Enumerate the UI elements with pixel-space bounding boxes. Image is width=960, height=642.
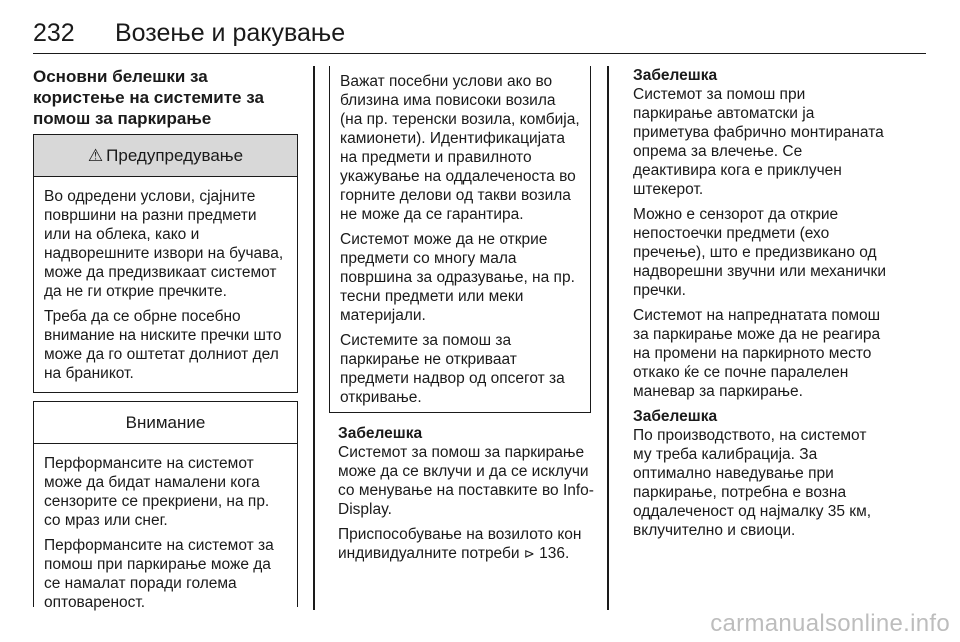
column-3-text	[633, 66, 886, 546]
watermark: carmanualsonline.info	[710, 610, 950, 637]
section-heading: Основни белешки за користење на системите за помош за паркирање	[33, 67, 264, 128]
continued-warning-body	[330, 66, 590, 407]
warning-box	[33, 134, 298, 393]
cross-reference-paragraph	[338, 525, 594, 563]
body-paragraph: Можно е сензорот да открие непостоечки предмети (ехо пречење), што е предизвикано од надворешни звучни или механички пречки.	[633, 206, 886, 299]
page-number: 232	[33, 19, 75, 47]
caution-box-title: Внимание	[125, 412, 206, 432]
column-2-text	[338, 424, 594, 569]
note-text: Системот за помош при паркирање автоматски ја приметува фабрично монтираната опрема за влечење. Се деактивира кога е приклучен штекерот.	[633, 86, 884, 198]
continued-warning-box	[329, 66, 591, 413]
column-divider	[313, 66, 315, 610]
warning-paragraph: Системот може да не открие предмети со многу мала површина за одразување, на пр. тесни предмети или меки материјали.	[340, 231, 575, 324]
page-ref-arrow-icon: ⊳	[523, 546, 535, 561]
warning-box-header	[34, 135, 297, 177]
warning-box-body	[34, 177, 297, 383]
caution-box	[33, 401, 298, 611]
column-divider	[607, 66, 609, 610]
caution-paragraph: Перформансите на системот за помош при паркирање може да се намалат поради голема оптовареност.	[44, 537, 274, 611]
warning-paragraph: Во одредени услови, сјајните површини на разни предмети или на облека, како и надворешните извори на бучава, може да предизвикаат системот да не ги открие пречките.	[44, 188, 284, 300]
warning-paragraph: Важат посебни услови ако во близина има повисоки возила (на пр. теренски возила, комбија, камионети). Идентификацијата на предмети и правилното укажување на оддалеченоста во горните делови од такви возила не може да се гарантира.	[340, 73, 580, 223]
note-label: Забелешка	[338, 425, 423, 442]
caution-box-body	[34, 444, 297, 612]
warning-paragraph: Системите за помош за паркирање не откриваат предмети надвор од опсегот за откривање.	[340, 332, 565, 406]
section-title: Возење и ракување	[115, 19, 346, 47]
warning-box-title: Предупредување	[106, 145, 244, 165]
caution-box-header	[34, 402, 297, 444]
note-label: Забелешка	[633, 67, 718, 84]
caution-paragraph: Перформансите на системот може да бидат намалени кога сензорите се прекриени, на пр. со мраз или снег.	[44, 455, 270, 529]
warning-paragraph: Треба да се обрне посебно внимание на ниските пречки што може да го оштетат долниот дел на браникот.	[44, 308, 282, 382]
warning-triangle-icon: ⚠	[87, 145, 104, 165]
note-text: Системот за помош за паркирање може да се вклучи и да се исклучи со менување на поставките во Info-Display.	[338, 444, 594, 518]
page-ref-number: 136.	[539, 545, 570, 562]
cross-reference-text: Приспособување на возилото кон индивидуалните потреби	[338, 526, 582, 562]
body-paragraph: Системот на напреднатата помош за паркирање може да не реагира на промени на паркирното место откако ќе се почне паралелен маневар за паркирање.	[633, 307, 881, 400]
page-header	[33, 16, 926, 54]
note-label: Забелешка	[633, 408, 718, 425]
note-text: По производството, на системот му треба калибрација. За оптимално наведување при паркирање, потребна е возна оддалеченост од најмалку 35 км, вклучително и свиоци.	[633, 427, 872, 539]
